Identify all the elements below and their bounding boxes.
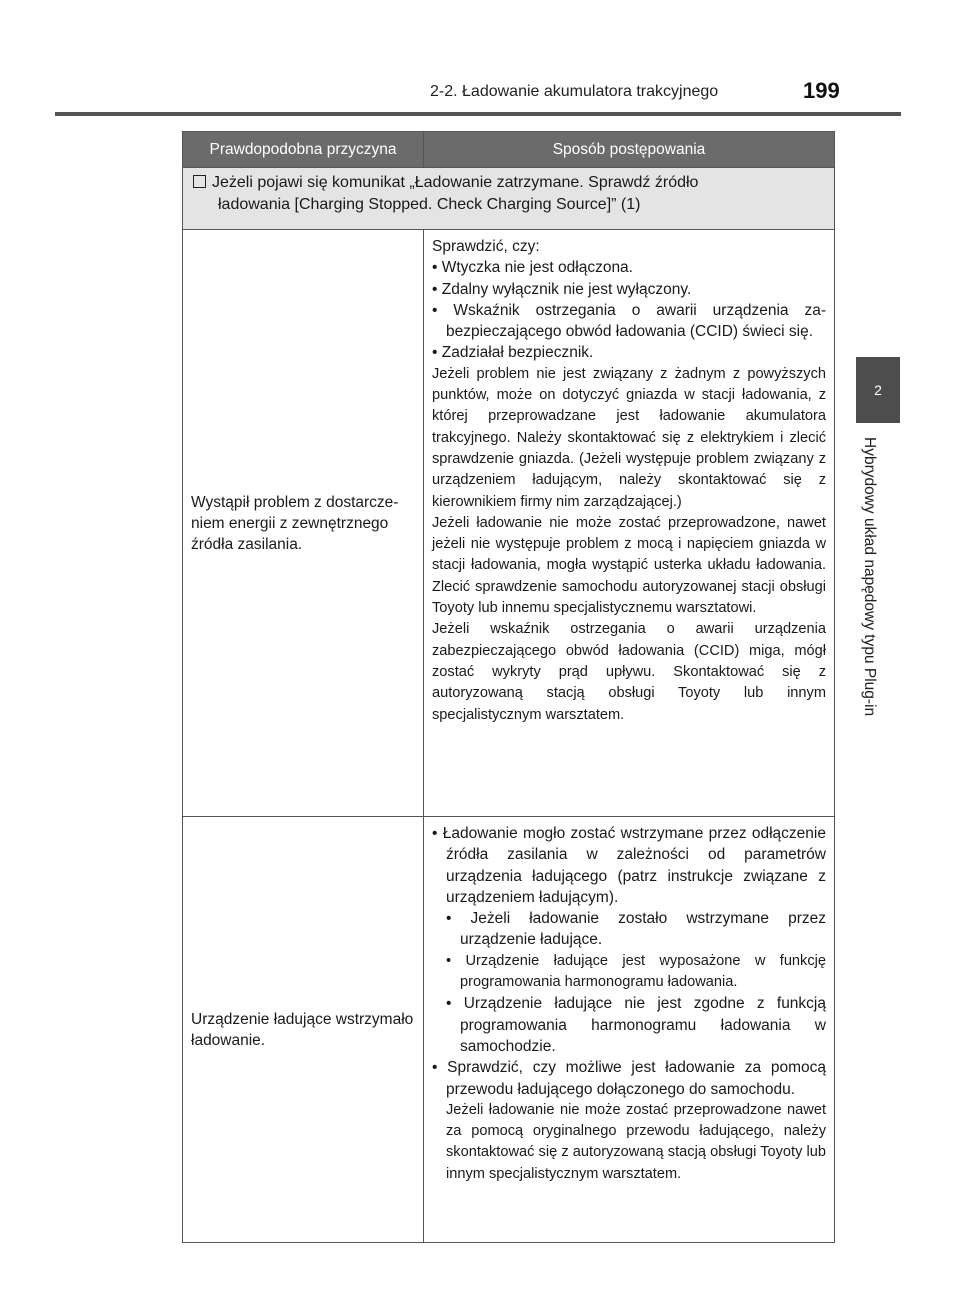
header-divider (55, 112, 901, 116)
table-row (183, 230, 835, 817)
section-message-text1: Jeżeli pojawi się komunikat „Ładowanie zatrzymane. Sprawdź źródło (212, 174, 699, 191)
action-bullet: • Wskaźnik ostrzegania o awarii urządzenia zabezpieczającego obwód ładowania (CCID) świeci się. (432, 301, 826, 341)
action-subbullet: • Jeżeli ładowanie zostało wstrzymane przez urządzenie ładujące. (446, 910, 826, 949)
action-paragraph: Jeżeli ładowanie nie może zostać przeprowadzone nawet za pomocą oryginalnego przewodu ładującego, należy skontaktować się z autoryzowaną stacją obsługi Toyoty lub innym specjalistycznym warsztatem. (446, 1101, 826, 1182)
action-intro: Sprawdzić, czy: (432, 238, 540, 255)
action-cell (424, 230, 835, 817)
cause-cell: Urządzenie ładujące wstrzymało ładowanie. (183, 817, 424, 1243)
action-bullet: • Zdalny wyłącznik nie jest wyłączony. (432, 280, 692, 298)
checkbox-icon (193, 175, 206, 188)
chapter-number: 2 (874, 382, 882, 398)
action-bullet: • Zadziałał bezpiecznik. (432, 344, 594, 362)
section-message-line1 (193, 172, 826, 194)
action-bullet: • Sprawdzić, czy możliwe jest ładowanie za pomocą przewodu ładującego dołączonego do samochodu. (432, 1059, 826, 1098)
action-bullet: • Wtyczka nie jest odłączona. (432, 259, 633, 277)
section-message-line2: ładowania [Charging Stopped. Check Charging Source]” (1) (218, 196, 641, 213)
column-header-action: Sposób postępowania (424, 132, 835, 168)
action-paragraph: Jeżeli ładowanie nie może zostać przeprowadzone, nawet jeżeli nie występuje problem z mocą i napięciem gniazda w stacji ładowania, mogła wystąpić usterka układu ładowania. Zlecić sprawdzenie samochodu autoryzowanej stacji obsługi Toyoty lub innemu specjalistycznemu warsztatowi. (432, 514, 826, 617)
action-paragraph: Jeżeli wskaźnik ostrzegania o awarii urządzenia zabezpieczającego obwód ładowania (CCID) miga, mógł zostać wykryty prąd upływu. Skontaktować się z autoryzowaną stacją obsługi Toyoty lub innym specjalistycznym warsztatem. (432, 621, 826, 723)
action-subbullet: • Urządzenie ładujące nie jest zgodne z funkcją programowania harmonogramu ładowania w samochodzie. (446, 995, 826, 1055)
section-message-cell (183, 168, 835, 230)
table-section-row (183, 168, 835, 230)
chapter-title: Hybrydowy układ napędowy typu Plug-in (861, 437, 878, 717)
cause-cell: Wystąpił problem z dostarczeniem energii z zewnętrznego źródła zasilania. (183, 230, 424, 817)
section-title: 2-2. Ładowanie akumulatora trakcyjnego (430, 83, 719, 100)
action-subbullet: • Urządzenie ładujące jest wyposażone w funkcję programowania harmonogramu ładowania. (446, 952, 826, 991)
table-row (183, 817, 835, 1243)
action-cell (424, 817, 835, 1243)
chapter-tab (856, 357, 900, 423)
table-header-row (183, 132, 835, 168)
page-number: 199 (803, 78, 840, 103)
action-bullet: • Ładowanie mogło zostać wstrzymane przez odłączenie źródła zasilania w zależności od parametrów urządzenia ładującego (patrz instrukcje związane z urządzeniem ładującym). (432, 825, 826, 906)
troubleshooting-table (182, 131, 835, 1243)
column-header-cause: Prawdopodobna przyczyna (183, 132, 424, 168)
action-paragraph: Jeżeli problem nie jest związany z żadnym z powyższych punktów, może on dotyczyć gniazda w stacji ładowania, z której przeprowadzane jest ładowanie akumulatora trakcyjnego. Należy skontaktować się z elektrykiem i zlecić sprawdzenie gniazda. (Jeżeli występuje problem związany z urządzeniem ładującym, należy skontaktować się z kierownikiem firmy nim zarządzającej.) (432, 365, 826, 510)
